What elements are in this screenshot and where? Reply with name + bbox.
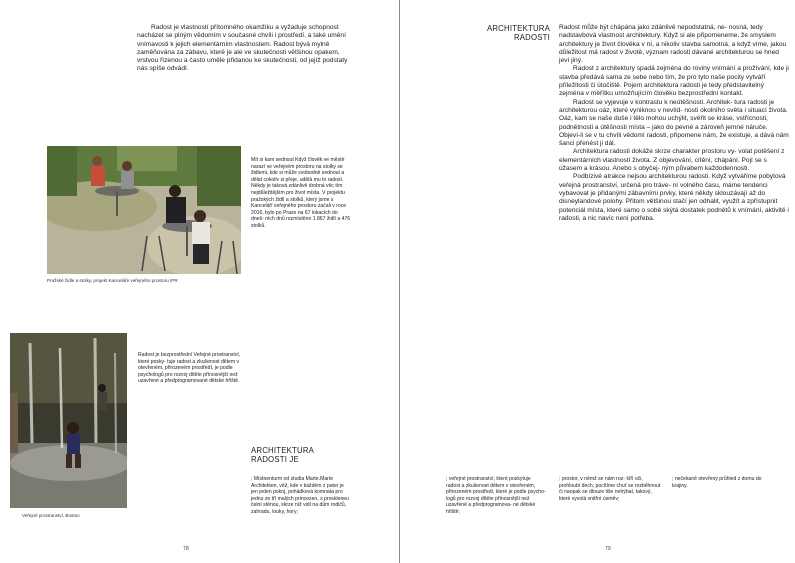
right-heading: ARCHITEKTURA RADOSTI xyxy=(486,24,550,42)
photo2-caption: Veřejné prostranství, Boston xyxy=(22,513,80,518)
list-column-3: ; nečekaně otevřený průhled z domu do krajiny. xyxy=(672,476,762,489)
heading-list-item: ; Místnenturm od studia Marte.Marte Architekten, věž, kde v každém z pater je jen jeden pokoj, pohádková komnata pro jednu ze tří malých princezen, s proskleneu čelní stěnou, skrze níž vidí na dům rodičů, zahradu, louky, hory; xyxy=(251,476,349,515)
section-heading: ARCHITEKTURA RADOSTI JE xyxy=(251,446,315,464)
intro-paragraph: Radost je vlastností přítomného okamžiku a vyžaduje schopnost nacházet se plným vědomím v současné chvíli i prostředí, a také umění vnímavosti k jejich elementárním vlastnostem. Radost bývá mylně zaměňována za zábavu, které je ale ve skutečnosti většinou opakem, vrstvou řízenou a často uměle přidanou ke skutečnosti, od jejíž podstaty nás spíše odvádí. xyxy=(137,24,348,73)
main-text: Radost může být chápána jako zdánlivě nepodstatná, ne- nosná, tedy nadstavbová vlastnost architektury. Když si ale připomeneme, že smyslem architektury je život člověka v ní, a nikoliv stavba samotná, a když víme, jakou důležitost má radost v životě, význam radosti dávané architekturou se hned jeví jiný. Radost z architektury spadá zejména do roviny vnímání a prožívání, kde ji stavba předává sama ze sebe nebo tím, že pro tyto naše pocity vytváří příležitosti či útočiště. Pojem architektura radosti je tedy představitelný zejména v měřítku umožňujícím člověku bezprostřední kontakt. Radost se vyjevuje v kontrastu k neútěšnosti. Architek- tura radosti je architekturou oáz, které vyniknou v nevlíd- nosti okolního světa i situací života. Oáz, kam se naše duše i tělo mohou uchýlit, svěřit se kráse, vstřícnosti, podnětnosti a útěšnosti místa – jako do pevné a zároveň jemné náruče. Objeví-li se v tu chvíli vědomí radosti, připomene nám, že existuje, a dává nám šanci přenést ji dál. Architektura radosti dokáže skrze charakter prostoru vy- volat potěšení z elementárních vlastností života. Z objevování, cítění, chápání. Pojí se s úžasem a krásou. Anebo s obyčej- ným půvabem každodennosti. Podbízivé atrakce nejsou architekturou radosti. Když vytváříme pobytová veřejná prostranství, určená pro tráve- ní volného času, máme tendenci vybavovat je přidanými zábavními prvky, které někdy sklouzávají až do disneylandové polohy. Přitom většinou stačí jen odhalit, využít a zpřístupnit potenciál místa, které samo o sobě skýtá dostatek podnětů k vnímání, aktivitě i radosti, a nic navíc není potřeba. xyxy=(559,24,789,222)
page-number-left: 78 xyxy=(183,546,189,552)
fountain-photo xyxy=(10,333,127,508)
list-column-1: ; veřejné prostranství, které poskytuje radost a zkušenost dětem v otevřeném, přirozeném prostředí, které je podle psycho- logů pro rozvoj dítěte přínosnější než uzavřené a předprogramova- né dětské hřiště; xyxy=(446,476,546,515)
page-number-right: 79 xyxy=(605,546,611,552)
photo1-caption: Pražské židle a stolky, projekt Kanceláře veřejného prostoru IPR xyxy=(47,278,178,283)
list-column-2: ; prostor, v němž se nám roz- šíří oči, prohloubí dech, pocítíme chuť se rozběhnout či naopak se dlouze tiše nehýbat, takový, které vyvolá vnitřní úsměv; xyxy=(559,476,661,502)
right-page xyxy=(400,0,795,563)
photo2-text: Radost je bezprostřední Veřejné prostranství, které posky- tuje radost a zkušenost dětem v otevřeném, přirozeném prostředí, je podle psychologů pro rozvoj dítěte přínosnější než uzavřené a předprogramované dětské hřiště. xyxy=(138,352,241,385)
chairs-photo xyxy=(47,146,241,274)
photo1-text: Mít si kam sednout Když člověk ve městě narazí ve veřejném prostoru na stolky se židlemi, kde si může svobodně sednout a dělat cokoliv si přeje, udělá mu to radost. Někdy je taková zdánlivě drobná věc tím nejdůležitějším pro život místa. V projektu pražských židlí a stolků, který jsme s Kanceláří veřejného prostoru začali v roce 2016, bylo po Praze na 67 lokacích do dneš- ních dnů rozmístěno 1 867 židlí a 476 stolků. xyxy=(251,157,351,229)
